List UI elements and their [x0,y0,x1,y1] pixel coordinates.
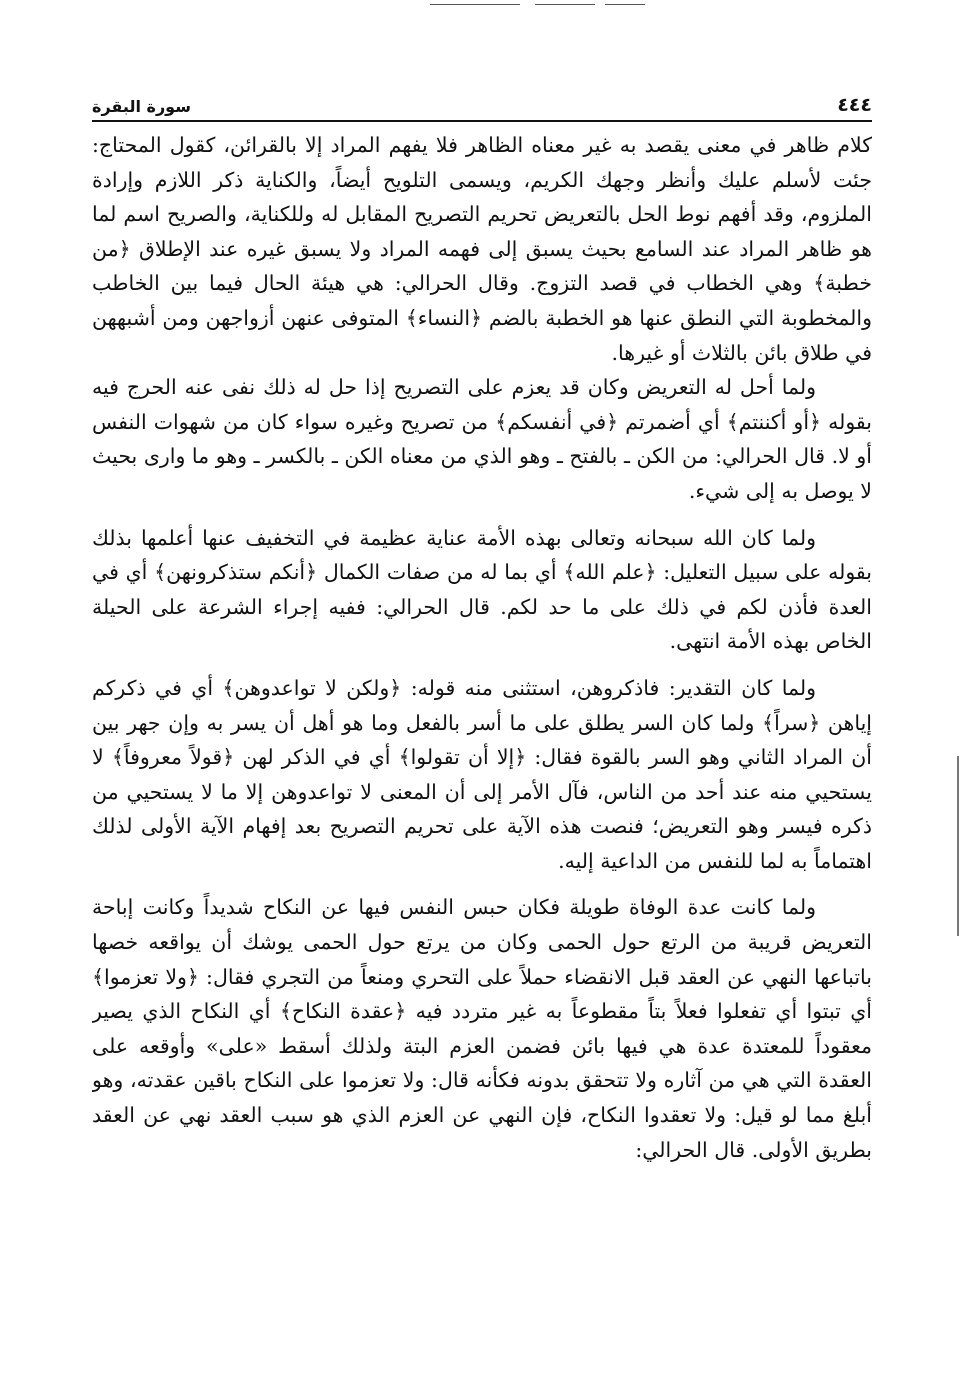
page-body [92,128,872,1323]
paragraph-3: ولما كان الله سبحانه وتعالى بهذه الأمة عناية عظيمة في التخفيف عنها أعلمها بذلك بقوله على سبيل التعليل: ﴿علم الله﴾ أي بما له من صفات الكمال ﴿أنكم ستذكرونهن﴾ أي في العدة فأذن لكم في ذلك على ما حد لكم. قال الحرالي: ففيه إجراء الشرعة على الحيلة الخاص بهذه الأمة انتهى. [92,525,872,654]
paragraph-1: كلام ظاهر في معنى يقصد به غير معناه الظاهر فلا يفهم المراد إلا بالقرائن، كقول المحتاج: جئت لأسلم عليك وأنظر وجهك الكريم، ويسمى التلويح أيضاً، والكناية ذكر اللازم وإرادة الملزوم، وقد أفهم نوط الحل بالتعريض تحريم التصريح المقابل له وللكناية، والصريح اسم لما هو ظاهر المراد عند السامع بحيث يسبق إلى فهمه المراد ولا يسبق غيره عند الإطلاق ﴿من خطبة﴾ وهي الخطاب في قصد التزوج. وقال الحرالي: هي هيئة الحال فيما بين الخاطب والمخطوبة التي النطق عنها هو الخطبة بالضم ﴿النساء﴾ المتوفى عنهن أزواجهن ومن أشبههن في طلاق بائن بالثلاث أو غيرها. [92,133,872,365]
top-rule-1 [430,4,520,5]
top-rule-3 [605,4,645,5]
paragraph-4: ولما كان التقدير: فاذكروهن، استثنى منه قوله: ﴿ولكن لا تواعدوهن﴾ أي في ذكركم إياهن ﴿سراً﴾ ولما كان السر يطلق على ما أسر بالفعل وما هو أهل أن يسر به وإن جهر بين أن المراد الثاني وهو السر بالقوة فقال: ﴿إلا أن تقولوا﴾ أي في الذكر لهن ﴿قولاً معروفاً﴾ لا يستحيي منه عند أحد من الناس، فآل الأمر إلى أن المعنى لا تواعدوهن إلا ما لا يستحيي من ذكره فيسر وهو التعريض؛ فنصت هذه الآية على تحريم التصريح بعد إفهام الآية الأولى لذلك اهتماماً به لما للنفس من الداعية إليه. [92,675,872,873]
top-rule-2 [535,4,595,5]
surah-title: سورة البقرة [92,97,191,116]
scan-edge-mark [957,756,959,936]
page-number: ٤٤٤ [837,94,872,116]
paragraph-2: ولما أحل له التعريض وكان قد يعزم على التصريح إذا حل له ذلك نفى عنه الحرج فيه بقوله ﴿أو أكننتم﴾ أي أضمرتم ﴿في أنفسكم﴾ من تصريح وغيره سواء كان من شهوات النفس أو لا. قال الحرالي: من الكن ـ بالفتح ـ وهو الذي من معناه الكن ـ بالكسر ـ وهو ما وارى بحيث لا يوصل به إلى شيء. [92,375,872,503]
page-header [92,82,872,122]
paragraph-5: ولما كانت عدة الوفاة طويلة فكان حبس النفس فيها عن النكاح شديداً وكانت إباحة التعريض قريبة من الرتع حول الحمى وكان من يرتع حول الحمى يوشك أن يواقعه خصها باتباعها النهي عن العقد قبل الانقضاء حملاً على التحري ومنعاً من التجري فقال: ﴿ولا تعزموا﴾ أي تبتوا أي تفعلوا فعلاً بتاً مقطوعاً به غير متردد فيه ﴿عقدة النكاح﴾ أي النكاح الذي يصير معقوداً للمعتدة عدة هي فيها بائن فضمن العزم البتة ولذلك أسقط «على» وأوقعه على العقدة التي هي من آثاره ولا تتحقق بدونه فكأنه قال: ولا تعزموا على النكاح باقين عقدته، وهو أبلغ مما لو قيل: ولا تعقدوا النكاح، فإن النهي عن العزم الذي هو سبب العقد نهي عن العقد بطريق الأولى. قال الحرالي: [92,895,872,1162]
